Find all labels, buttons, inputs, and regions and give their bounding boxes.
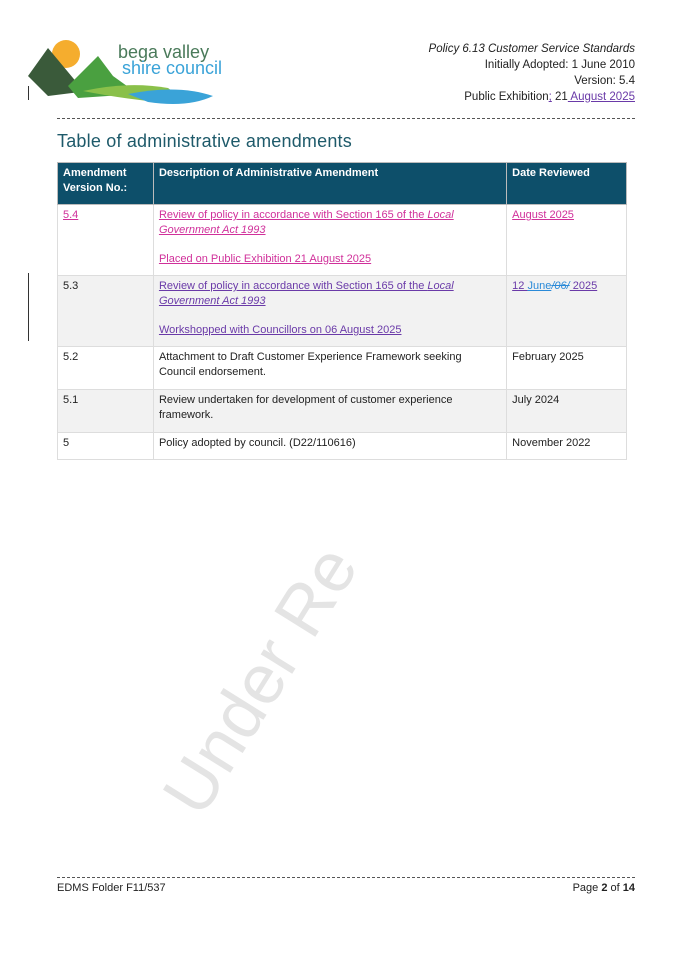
text-cursor <box>28 86 29 100</box>
policy-title: Policy 6.13 Customer Service Standards <box>428 43 635 55</box>
document-header <box>429 41 635 105</box>
table-row <box>58 347 627 390</box>
column-header: Date Reviewed <box>507 163 627 205</box>
table-row <box>58 390 627 433</box>
description-cell: Review undertaken for development of customer experience framework. <box>153 390 506 433</box>
version-cell: 5.1 <box>58 390 154 433</box>
table-row <box>58 205 627 276</box>
version-cell: 5.2 <box>58 347 154 390</box>
page-number: Page 2 of 14 <box>572 882 635 894</box>
amendments-table <box>57 162 627 460</box>
table-row <box>58 433 627 460</box>
version-cell: 5.3 <box>58 276 154 347</box>
watermark: Under Re <box>147 532 373 828</box>
change-bar <box>28 273 29 341</box>
date-cell: 12 June/06/ 2025 <box>507 276 627 347</box>
date-cell: February 2025 <box>507 347 627 390</box>
version: Version: 5.4 <box>574 75 635 87</box>
description-cell: Review of policy in accordance with Section 165 of the Local Government Act 1993 Placed on Public Exhibition 21 August 2025 <box>153 205 506 276</box>
table-header-row <box>58 163 627 205</box>
logo-text: bega valley shire council <box>118 42 223 78</box>
footer-divider <box>57 877 635 878</box>
table-row <box>58 276 627 347</box>
description-cell: Review of policy in accordance with Section 165 of the Local Government Act 1993 Workshopped with Councillors on 06 August 2025 <box>153 276 506 347</box>
header-divider <box>57 118 635 119</box>
description-cell: Attachment to Draft Customer Experience Framework seeking Council endorsement. <box>153 347 506 390</box>
date-cell: July 2024 <box>507 390 627 433</box>
version-cell: 5.4 <box>58 205 154 276</box>
column-header: Amendment Version No.: <box>58 163 154 205</box>
date-cell: November 2022 <box>507 433 627 460</box>
page-footer <box>57 882 635 894</box>
public-exhibition: Public Exhibition; 21 August 2025 <box>464 91 635 103</box>
date-cell: August 2025 <box>507 205 627 276</box>
edms-folder: EDMS Folder F11/537 <box>57 882 166 894</box>
version-cell: 5 <box>58 433 154 460</box>
section-title: Table of administrative amendments <box>57 131 352 151</box>
column-header: Description of Administrative Amendment <box>153 163 506 205</box>
adopted-date: Initially Adopted: 1 June 2010 <box>484 59 635 71</box>
description-cell: Policy adopted by council. (D22/110616) <box>153 433 506 460</box>
